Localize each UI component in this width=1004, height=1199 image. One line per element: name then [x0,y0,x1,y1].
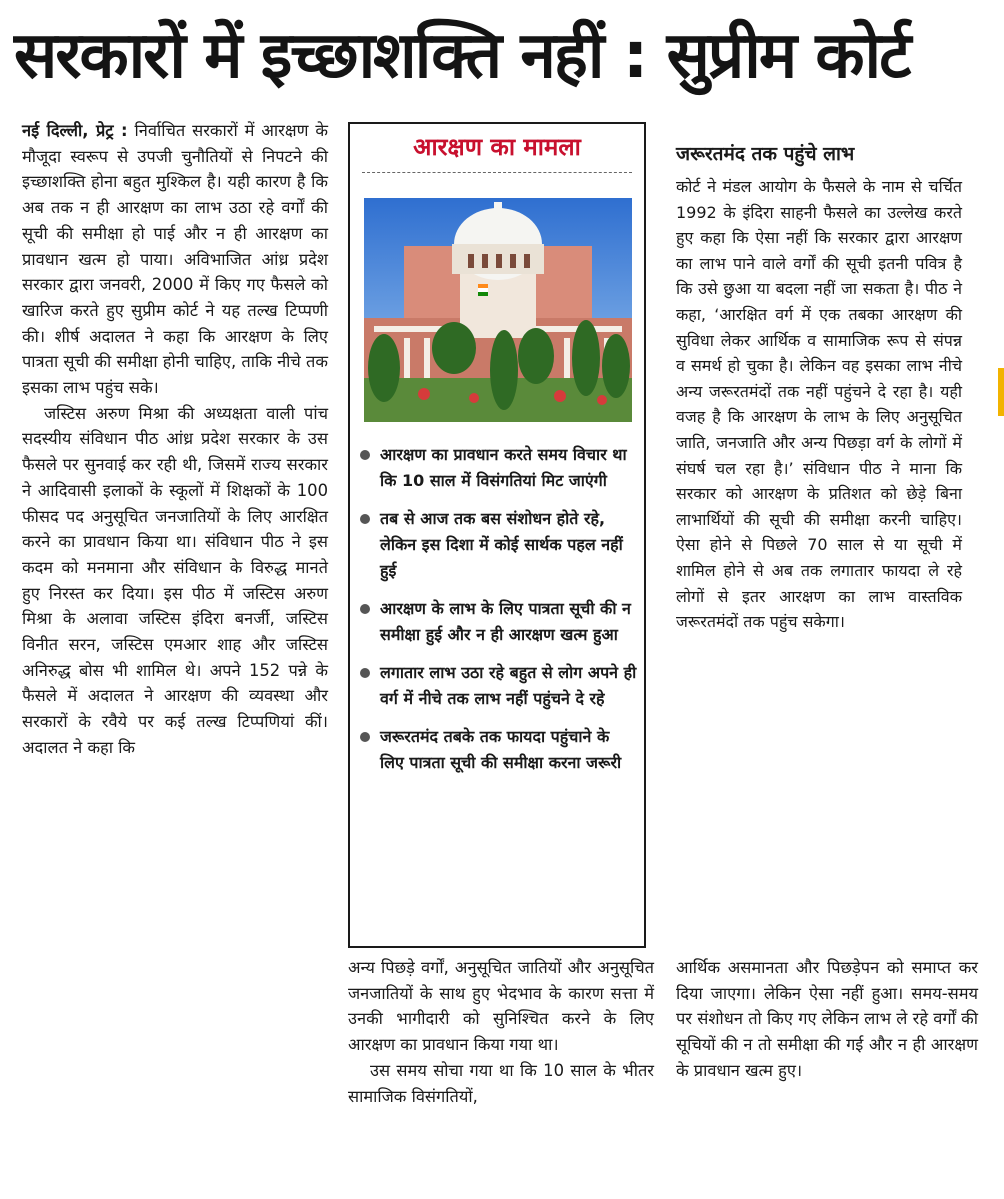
sidebar-title: आरक्षण का मामला [413,133,581,161]
article-column-3 [676,140,962,635]
body-paragraph: अन्य पिछड़े वर्गों, अनुसूचित जातियों और अनुसूचित जनजातियों के साथ हुए भेदभाव के कारण सत्ता में उनकी भागीदारी को सुनिश्चित करने के लिए आरक्षण का प्रावधान किया गया था। [348,958,654,1055]
supreme-court-photo [364,198,632,422]
article-column-1 [22,118,328,1188]
bullet-dot-icon [360,732,370,742]
body-paragraph: जस्टिस अरुण मिश्रा की अध्यक्षता वाली पांच सदस्यीय संविधान पीठ आंध्र प्रदेश सरकार के उस फैसले पर सुनवाई कर रही थी, जिसमें राज्य सरकार ने आदिवासी इलाकों के स्कूलों में शिक्षकों के 100 फीसद पद अनुसूचित जनजातियों के लिए आरक्षित करने का प्रावधान किया था। संविधान पीठ ने इस कदम को मनमाना और संविधान के विरुद्ध मानते हुए निरस्त कर दिया। इस पीठ में जस्टिस अरुण मिश्रा के अलावा जस्टिस इंदिरा बनर्जी, जस्टिस विनीत सरन, जस्टिस एमआर शाह और जस्टिस अनिरुद्ध बोस भी शामिल थे। अपने 152 पन्ने के फैसले में अदालत ने आरक्षण की व्यवस्था और सरकारों के रवैये पर कई तल्ख टिप्पणियां कीं। अदालत ने कहा कि [22,403,328,757]
body-paragraph: आर्थिक असमानता और पिछड़ेपन को समाप्त कर दिया जाएगा। लेकिन ऐसा नहीं हुआ। समय-समय पर संशोधन तो किए गए लेकिन लाभ ले रहे वर्गों की सूचियों की न तो समीक्षा की गई और न ही आरक्षण के प्रावधान खत्म हुए। [676,958,978,1080]
subheading: जरूरतमंद तक पहुंचे लाभ [676,143,855,165]
sidebar-bullet: आरक्षण के लाभ के लिए पात्रता सूची की न समीक्षा हुई और न ही आरक्षण खत्म हुआ [358,596,638,648]
article-column-3-continuation [676,955,978,1084]
article-column-2 [348,955,654,1109]
bullet-dot-icon [360,668,370,678]
sidebar-box [348,122,646,948]
page-edge-marker [998,368,1004,416]
bullet-dot-icon [360,604,370,614]
dateline: नई दिल्ली, प्रेट्र : [22,121,128,140]
lead-text: निर्वाचित सरकारों में आरक्षण के मौजूदा स्वरूप से उपजी चुनौतियों से निपटने की इच्छाशक्ति होना बहुत मुश्किल है। यही कारण है कि अब तक न ही आरक्षण का लाभ उठा रहे वर्गों की सूची की समीक्षा हो पाई और न ही आरक्षण का प्रावधान खत्म हो पाया। अविभाजित आंध्र प्रदेश सरकार द्वारा जनवरी, 2000 में किए गए फैसले को खारिज करते हुए सुप्रीम कोर्ट ने यह तल्ख टिप्पणी की। शीर्ष अदालत ने कहा कि आरक्षण के लिए पात्रता सूची की समीक्षा होनी चाहिए, ताकि नीचे तक इसका लाभ पहुंच सके। [22,121,328,398]
sidebar-bullet: आरक्षण का प्रावधान करते समय विचार था कि 10 साल में विसंगतियां मिट जाएंगी [358,442,638,494]
body-paragraph: उस समय सोचा गया था कि 10 साल के भीतर सामाजिक विसंगतियों, [348,1060,654,1106]
sidebar-bullet: जरूरतमंद तबके तक फायदा पहुंचाने के लिए पात्रता सूची की समीक्षा करना जरूरी [358,724,638,776]
sidebar-bullet: लगातार लाभ उठा रहे बहुत से लोग अपने ही वर्ग में नीचे तक लाभ नहीं पहुंचने दे रहे [358,660,638,712]
bullet-dot-icon [360,450,370,460]
sidebar-bullet-list [358,442,638,788]
lead-paragraph [22,118,328,401]
headline: सरकारों में इच्छाशक्ति नहीं : सुप्रीम कोर्ट [14,19,910,93]
sidebar-bullet: तब से आज तक बस संशोधन होते रहे, लेकिन इस दिशा में कोई सार्थक पहल नहीं हुई [358,506,638,584]
sidebar-divider [362,172,632,173]
body-paragraph: कोर्ट ने मंडल आयोग के फैसले के नाम से चर्चित 1992 के इंदिरा साहनी फैसले का उल्लेख करते हुए कहा कि ऐसा नहीं कि सरकार द्वारा आरक्षण का लाभ पाने वाले वर्गों की सूची इतनी पवित्र है कि उसे छुआ या बदला नहीं जा सकता है। पीठ ने कहा, ‘आरक्षित वर्ग में एक तबका आरक्षण की सुविधा लेकर आर्थिक व सामाजिक रूप से संपन्न व समर्थ हो चुका है। लेकिन वह इसका लाभ नीचे अन्य जरूरतमंदों तक नहीं पहुंचने दे रहा है। यही वजह है कि आरक्षण के लाभ के लिए अनुसूचित जाति, जनजाति और अन्य पिछड़ा वर्ग के लोगों में संघर्ष चल रहा है।’ संविधान पीठ ने माना कि सरकार को आरक्षण के प्रतिशत को छेड़े बिना लाभार्थियों की सूची की समीक्षा करनी चाहिए। ऐसा होने से पिछले 70 साल से या सूची में शामिल होने से अब तक लगातार फायदा ले रहे लोगों से इतर आरक्षण का लाभ वास्तविक जरूरतमंदों तक पहुंच सकेगा। [676,177,962,632]
bullet-dot-icon [360,514,370,524]
